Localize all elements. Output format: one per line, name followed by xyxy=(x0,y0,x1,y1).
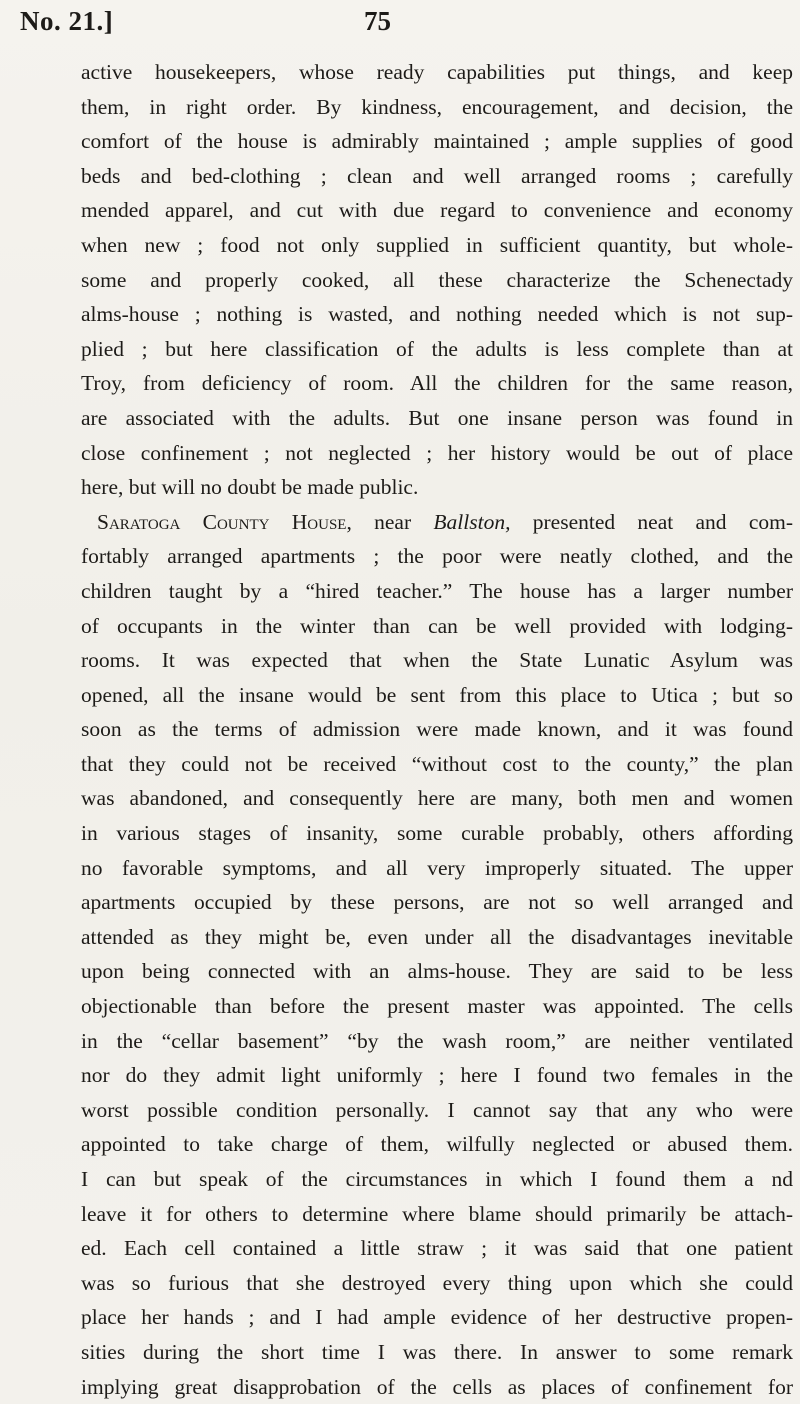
text-line: children taught by a “hired teacher.” The house has a larger number xyxy=(81,578,793,603)
text-line: that they could not be received “without cost to the county,” the plan xyxy=(81,751,793,776)
text-line: of occupants in the winter than can be well provided with lodging- xyxy=(81,613,793,638)
text-line: leave it for others to determine where blame should primarily be attach- xyxy=(81,1201,793,1226)
text-line: worst possible condition personally. I cannot say that any who were xyxy=(81,1097,793,1122)
connector-text: near xyxy=(351,509,434,534)
text-line: sities during the short time I was there. In answer to some remark xyxy=(81,1339,793,1364)
paragraph-opening-line xyxy=(81,505,793,540)
text-line: opened, all the insane would be sent from this place to Utica ; but so xyxy=(81,682,793,707)
text-line: apartments occupied by these persons, are not so well arranged and xyxy=(81,890,793,915)
text-line: nor do they admit light uniformly ; here I found two females in the xyxy=(81,1063,793,1088)
text-line: I can but speak of the circumstances in which I found them a nd xyxy=(81,1167,793,1191)
text-line: when new ; food not only supplied in sufficient quantity, but whole- xyxy=(81,232,793,257)
text-line: appointed to take charge of them, wilfully neglected or abused them. xyxy=(81,1132,793,1157)
text-line: them, in right order. By kindness, encouragement, and decision, the xyxy=(81,94,793,119)
place-name: Ballston, xyxy=(433,509,511,534)
text-line: ed. Each cell contained a little straw ; it was said that one patient xyxy=(81,1236,793,1261)
body-text xyxy=(81,55,793,1404)
text-line: objectionable than before the present master was appointed. The cells xyxy=(81,994,793,1019)
text-line: place her hands ; and I had ample evidence of her destructive propen- xyxy=(81,1305,793,1330)
text-line: no favorable symptoms, and all very improperly situated. The upper xyxy=(81,855,793,880)
text-line: close confinement ; not neglected ; her history would be out of place xyxy=(81,440,793,465)
text-line: here, but will no doubt be made public. xyxy=(81,475,419,500)
text-line: upon being connected with an alms-house. They are said to be less xyxy=(81,959,793,984)
opening-line-rest: presented neat and com- xyxy=(510,509,794,534)
text-line: implying great disapprobation of the cells as places of confinement for xyxy=(81,1374,793,1399)
institution-name: Saratoga County House, xyxy=(97,509,352,534)
text-line: are associated with the adults. But one insane person was found in xyxy=(81,405,793,430)
text-line: in various stages of insanity, some curable probably, others affording xyxy=(81,821,793,846)
text-line: comfort of the house is admirably maintained ; ample supplies of good xyxy=(81,129,793,154)
text-line: in the “cellar basement” “by the wash room,” are neither ventilated xyxy=(81,1028,793,1053)
running-head xyxy=(0,6,800,46)
text-line: Troy, from deficiency of room. All the children for the same reason, xyxy=(81,371,793,396)
text-line: attended as they might be, even under all the disadvantages inevitable xyxy=(81,924,793,949)
page-number: 75 xyxy=(364,6,391,36)
text-line: alms-house ; nothing is wasted, and nothing needed which is not sup- xyxy=(81,302,793,327)
text-line: was abandoned, and consequently here are many, both men and women xyxy=(81,786,793,811)
text-line: active housekeepers, whose ready capabilities put things, and keep xyxy=(81,60,793,84)
text-line: was so furious that she destroyed every thing upon which she could xyxy=(81,1270,793,1295)
text-line: some and properly cooked, all these characterize the Schenectady xyxy=(81,267,793,292)
text-line: beds and bed-clothing ; clean and well arranged rooms ; carefully xyxy=(81,163,793,188)
text-line: mended apparel, and cut with due regard to convenience and economy xyxy=(81,198,793,223)
text-line: soon as the terms of admission were made known, and it was found xyxy=(81,717,793,742)
page-label: No. 21.] xyxy=(20,6,114,36)
text-line: fortably arranged apartments ; the poor were neatly clothed, and the xyxy=(81,544,793,569)
text-line: rooms. It was expected that when the State Lunatic Asylum was xyxy=(81,648,793,673)
text-line: plied ; but here classification of the adults is less complete than at xyxy=(81,336,793,361)
